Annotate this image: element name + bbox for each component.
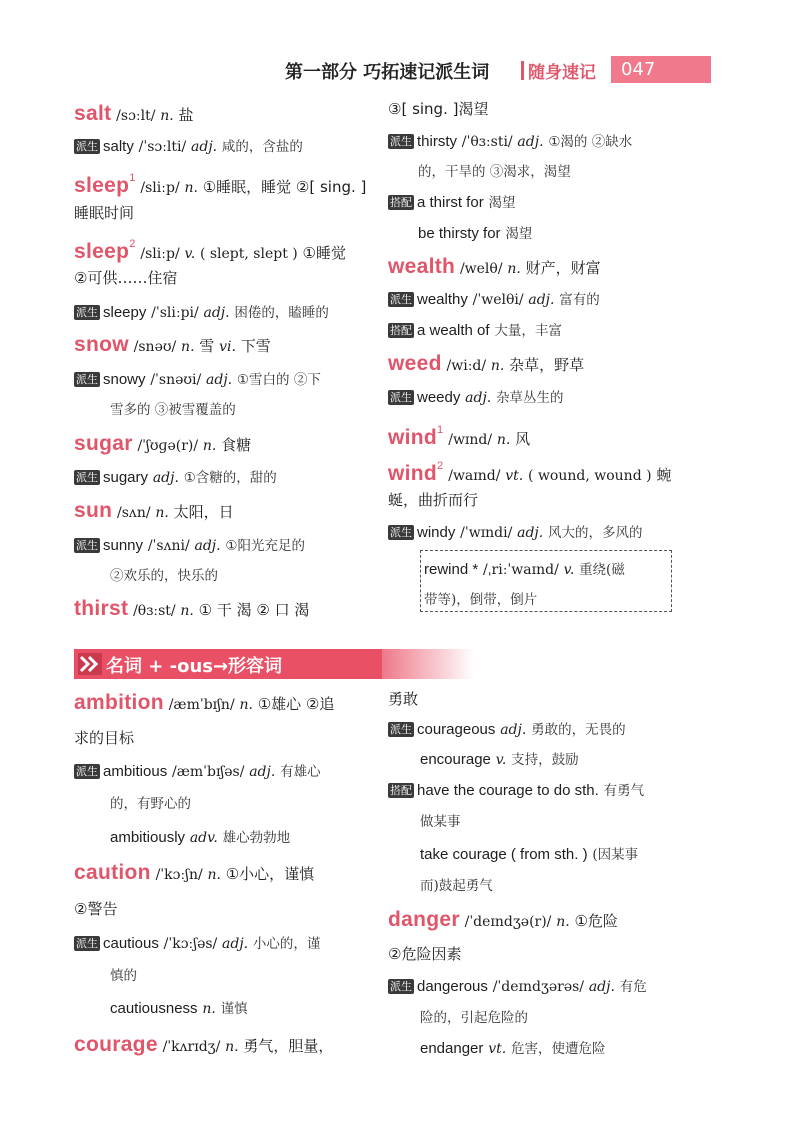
definition: 重绕(磁 (579, 562, 625, 578)
entry-wind-1 (388, 422, 530, 451)
bottom-left-column (74, 690, 374, 1070)
part-of-speech: n. (202, 438, 217, 454)
derived-ambitious-cont (110, 792, 191, 815)
definition: 危害，使遭危险 (510, 1041, 606, 1057)
collocation-take-courage-cont (420, 874, 493, 897)
word: encourage (420, 751, 491, 768)
derived-tag: 派生 (76, 937, 98, 950)
headword: sleep$^2$ (74, 238, 136, 263)
definition: 雄心勃勃地 (222, 830, 291, 846)
definition: ①危险 (574, 912, 618, 930)
derived-tag: 派生 (76, 306, 98, 319)
part-of-speech: n. (160, 108, 174, 124)
word: salty (103, 138, 134, 155)
entry-sleep-2-cont (74, 267, 177, 289)
section-banner (74, 649, 382, 679)
phonetic: /ˌriːˈwaɪnd/ (482, 562, 559, 578)
derived-cautiousness (110, 997, 248, 1020)
definition: ②危险因素 (388, 945, 462, 963)
definition: 谨慎 (220, 1001, 248, 1017)
phonetic: /ˈθɜːsti/ (461, 134, 513, 150)
bottom-right-column (388, 688, 688, 1068)
entry-sleep-1-cont (74, 202, 134, 224)
entry-ambition (74, 692, 334, 716)
derived-sunny (74, 534, 305, 557)
entry-sun (74, 500, 234, 524)
definition: 风 (515, 430, 531, 448)
derived-tag: 派生 (390, 135, 412, 148)
part-of-speech: adj. (465, 390, 492, 406)
phonetic: /ˈsliːpi/ (151, 305, 199, 321)
headword: ambition (74, 691, 164, 714)
collocation-tag: 搭配 (390, 324, 412, 337)
definition: ①睡眠，睡觉 ②[ sing. ] (202, 178, 367, 196)
headword: thirst (74, 597, 129, 620)
phonetic: /ˈwɪndi/ (460, 525, 513, 541)
derived-snowy-cont (110, 398, 236, 421)
word: snowy (103, 371, 146, 388)
part-title: 第一部分 巧拓速记派生词 (285, 62, 490, 83)
word: sunny (103, 537, 144, 554)
definition: 太阳，日 (173, 503, 234, 521)
derived-wealthy (388, 288, 600, 311)
phonetic: /ˈsɔːlti/ (138, 139, 187, 155)
derived-tag: 派生 (76, 373, 98, 386)
entry-sleep-1 (74, 170, 366, 199)
phrase: a thirst for (417, 194, 484, 211)
phonetic: /ˈsnəʊi/ (150, 372, 202, 388)
part-of-speech: adj. (222, 936, 249, 952)
derived-sunny-cont (110, 564, 218, 587)
phonetic: /æmˈbɪʃəs/ (171, 764, 245, 780)
banner-fade (354, 649, 474, 679)
definition: 的，有野心的 (110, 796, 191, 812)
derived-courageous (388, 718, 626, 741)
derived-tag: 派生 (76, 471, 98, 484)
entry-snow (74, 334, 271, 358)
definition: 做某事 (420, 814, 461, 830)
phrase: take courage ( from sth. ) (420, 846, 588, 863)
entry-thirst (74, 598, 309, 622)
phonetic: /ˈʃʊɡə(r)/ (137, 438, 199, 454)
derived-tag: 派生 (390, 526, 412, 539)
part-of-speech: n. (507, 261, 521, 277)
definition: 风大的，多风的 (548, 525, 643, 541)
part-of-speech: adj. (528, 292, 555, 308)
collocation-take-courage (420, 843, 638, 866)
entry-courage (74, 1034, 333, 1058)
header-divider (521, 61, 524, 80)
derived-tag: 派生 (390, 293, 412, 306)
definition: ①雄心 ②追 (257, 695, 335, 713)
part-of-speech: n. (181, 339, 195, 355)
definition: 带等)，倒带，倒片 (424, 592, 538, 608)
entry-sleep-2 (74, 236, 346, 265)
double-chevron-icon (78, 653, 102, 675)
part-of-speech: n. (202, 1001, 216, 1017)
definition: (因某事 (592, 847, 639, 863)
entry-sugar (74, 433, 251, 457)
phonetic: /ˈwelθi/ (472, 292, 524, 308)
definition: 有雄心 (280, 764, 321, 780)
entry-thirst-cont (388, 98, 488, 120)
word: rewind * (424, 561, 479, 578)
entry-wealth (388, 256, 601, 280)
definition: 有危 (619, 979, 647, 995)
collocation-tag: 搭配 (390, 784, 412, 797)
part-of-speech: adj. (249, 764, 276, 780)
phonetic: /ˈdeɪndʒərəs/ (492, 979, 585, 995)
headword: wind$^1$ (388, 424, 444, 449)
verb-forms: ( wound, wound ) (528, 468, 652, 484)
part-of-speech: v. (495, 752, 507, 768)
word: wealthy (417, 291, 468, 308)
derived-sleepy (74, 301, 329, 324)
word: dangerous (417, 978, 488, 995)
collocation-a-wealth-of (388, 319, 562, 342)
definition: 有勇气 (603, 783, 645, 799)
part-of-speech: vi. (219, 339, 236, 355)
part-of-speech: n. (239, 697, 253, 713)
phonetic: /waɪnd/ (448, 468, 501, 484)
derived-encourage (420, 748, 579, 771)
phonetic: /wɪnd/ (448, 432, 493, 448)
phonetic: /ˈsʌni/ (147, 538, 190, 554)
definition: ①睡觉 (302, 244, 346, 262)
word: cautiousness (110, 1000, 198, 1017)
entry-wind-2 (388, 458, 671, 487)
definition: 雪多的 ③被雪覆盖的 (110, 402, 236, 418)
definition: 大量，丰富 (494, 323, 562, 339)
definition: ②欢乐的，快乐的 (110, 568, 218, 584)
definition: 蜿 (656, 466, 672, 484)
phonetic: /sliːp/ (140, 180, 180, 196)
series-title: 随身速记 (528, 63, 596, 83)
derived-tag: 派生 (390, 391, 412, 404)
definition: 支持，鼓励 (511, 752, 579, 768)
part-of-speech: n. (180, 603, 194, 619)
definition: 蜒，曲折而行 (388, 491, 479, 509)
part-of-speech: n. (490, 358, 505, 374)
definition: ③[ sing. ]渴望 (388, 100, 489, 118)
headword: weed (388, 352, 442, 375)
definition: 食糖 (221, 436, 252, 454)
word: sleepy (103, 304, 147, 321)
phonetic: /wiːd/ (446, 358, 487, 374)
part-of-speech: v. (563, 562, 575, 578)
headword: courage (74, 1033, 158, 1056)
word: cautious (103, 935, 159, 952)
part-of-speech: vt. (488, 1041, 507, 1057)
definition: 险的，引起危险的 (420, 1010, 528, 1026)
part-of-speech: adj. (588, 979, 615, 995)
phonetic: /θɜːst/ (133, 603, 176, 619)
headword: sun (74, 499, 113, 522)
headword: wind$^2$ (388, 460, 444, 485)
entry-salt (74, 103, 194, 127)
derived-windy (388, 521, 643, 544)
derived-tag: 派生 (390, 723, 412, 736)
definition: 求的目标 (74, 729, 135, 747)
definition: 困倦的，瞌睡的 (234, 305, 329, 321)
related-rewind-cont (424, 588, 537, 611)
phonetic: /snəʊ/ (133, 339, 177, 355)
collocation-tag: 搭配 (390, 196, 412, 209)
derived-endanger (420, 1037, 605, 1060)
derived-weedy (388, 386, 564, 409)
headword: sugar (74, 432, 133, 455)
part-of-speech: adj. (191, 139, 218, 155)
definition: 杂草丛生的 (496, 390, 564, 406)
entry-ambition-cont (74, 727, 134, 749)
phrase: have the courage to do sth. (417, 782, 599, 799)
entry-danger-cont (388, 943, 461, 965)
definition: 勇敢 (388, 690, 419, 708)
phonetic: /ˈkɔːʃn/ (155, 867, 203, 883)
part-of-speech: adj. (517, 525, 544, 541)
definition: ① 干 渴 ② 口 渴 (198, 601, 310, 619)
word: endanger (420, 1040, 484, 1057)
verb-forms: ( slept, slept ) (199, 246, 298, 262)
part-of-speech: n. (225, 1039, 239, 1055)
derived-ambitious (74, 760, 321, 783)
part-of-speech: adj. (206, 372, 233, 388)
part-of-speech: adj. (203, 305, 230, 321)
phrase: be thirsty for (418, 225, 501, 242)
derived-cautious (74, 932, 320, 955)
definition: 盐 (178, 106, 194, 124)
word: sugary (103, 469, 149, 486)
derived-ambitiously (110, 826, 290, 849)
phonetic: /æmˈbɪʃn/ (168, 697, 235, 713)
part-of-speech: n. (184, 180, 198, 196)
definition: 杂草，野草 (509, 356, 585, 374)
derived-thirsty (388, 130, 632, 153)
definition: 雪 (199, 337, 215, 355)
entry-caution (74, 862, 314, 886)
derived-snowy (74, 368, 321, 391)
definition: 渴望 (488, 195, 516, 211)
top-right-column (388, 98, 688, 628)
definition: ②警告 (74, 900, 118, 918)
definition: ①雪白的 ②下 (236, 372, 321, 388)
derived-sugary (74, 466, 277, 489)
word: ambitious (103, 763, 168, 780)
part-of-speech: adj. (152, 470, 179, 486)
definition: 渴望 (505, 226, 533, 242)
phonetic: /ˈkɔːʃəs/ (163, 936, 218, 952)
definition: 小心的，谨 (252, 936, 321, 952)
page-number: 047 (611, 56, 711, 83)
section-title: 名词 + -ous→形容词 (106, 656, 283, 677)
page-header (285, 55, 715, 85)
definition: 财产，财富 (525, 259, 601, 277)
derived-cautious-cont (110, 964, 137, 987)
derived-tag: 派生 (390, 980, 412, 993)
derived-tag: 派生 (76, 140, 98, 153)
derived-thirsty-cont (418, 160, 571, 183)
collocation-a-thirst-for (388, 191, 515, 214)
entry-danger (388, 909, 618, 933)
part-of-speech: n. (155, 505, 169, 521)
part-of-speech: adj. (517, 134, 544, 150)
collocation-be-thirsty-for (418, 222, 532, 245)
definition: 下雪 (240, 337, 271, 355)
entry-wind-2-cont (388, 489, 478, 511)
headword: wealth (388, 255, 456, 278)
derived-tag: 派生 (76, 765, 98, 778)
part-of-speech: n. (207, 867, 221, 883)
definition: 勇气，胆量， (243, 1037, 334, 1055)
word: weedy (417, 389, 461, 406)
phonetic: /sɔːlt/ (116, 108, 156, 124)
word: courageous (417, 721, 496, 738)
headword: caution (74, 861, 151, 884)
phonetic: /ˈkʌrɪdʒ/ (162, 1039, 221, 1055)
word: windy (417, 524, 456, 541)
part-of-speech: n. (496, 432, 511, 448)
part-of-speech: n. (556, 914, 570, 930)
headword: danger (388, 908, 460, 931)
definition: ①含糖的，甜的 (183, 470, 277, 486)
derived-dangerous (388, 975, 647, 998)
definition: ①阳光充足的 (225, 538, 305, 554)
headword: salt (74, 102, 112, 125)
definition: 勇敢的，无畏的 (531, 722, 626, 738)
phrase: a wealth of (417, 322, 490, 339)
definition: 的，干旱的 ③渴求，渴望 (418, 164, 571, 180)
derived-tag: 派生 (76, 539, 98, 552)
part-of-speech: vt. (505, 468, 524, 484)
collocation-have-the-courage-cont (420, 810, 461, 833)
phonetic: /welθ/ (459, 261, 503, 277)
headword: snow (74, 333, 129, 356)
word: thirsty (417, 133, 458, 150)
phonetic: /sʌn/ (117, 505, 151, 521)
definition: ①渴的 ②缺水 (548, 134, 633, 150)
derived-dangerous-cont (420, 1006, 528, 1029)
definition: 而)鼓起勇气 (420, 878, 493, 894)
phonetic: /sliːp/ (140, 246, 180, 262)
phonetic: /ˈdeɪndʒə(r)/ (464, 914, 552, 930)
definition: ①小心，谨慎 (225, 865, 315, 883)
definition: ②可供……住宿 (74, 269, 178, 287)
derived-salty (74, 135, 303, 158)
entry-caution-cont (74, 898, 117, 920)
part-of-speech: v. (184, 246, 196, 262)
part-of-speech: adj. (500, 722, 527, 738)
definition: 睡眠时间 (74, 204, 135, 222)
headword: sleep$^1$ (74, 172, 136, 197)
top-left-column (74, 100, 374, 630)
related-rewind (424, 558, 625, 581)
part-of-speech: adv. (189, 830, 218, 846)
collocation-have-the-courage (388, 779, 644, 802)
part-of-speech: adj. (194, 538, 221, 554)
word: ambitiously (110, 829, 186, 846)
definition: 咸的，含盐的 (221, 139, 303, 155)
entry-courage-cont (388, 688, 418, 710)
entry-weed (388, 353, 584, 377)
definition: 富有的 (559, 292, 600, 308)
definition: 慎的 (110, 968, 137, 984)
